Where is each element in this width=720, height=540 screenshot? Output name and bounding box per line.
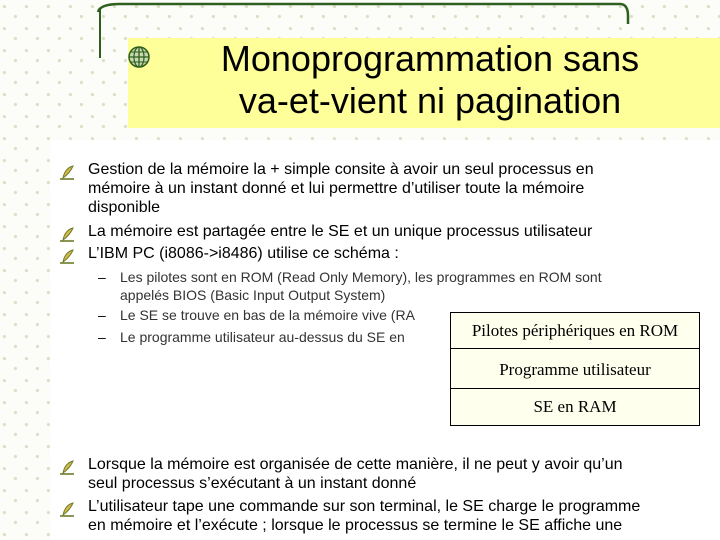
title-line-2: va-et-vient ni pagination bbox=[238, 80, 622, 121]
bullet-4 bbox=[88, 455, 708, 493]
sub-bullet-2-dash: – bbox=[98, 307, 106, 323]
bullet-1-line-1: Gestion de la mémoire la + simple consite à avoir un seul processus en bbox=[88, 161, 594, 178]
sub-bullet-1-dash: – bbox=[98, 269, 106, 285]
bullet-3 bbox=[88, 244, 708, 263]
sub-bullet-3 bbox=[120, 328, 405, 346]
sub-bullet-2 bbox=[120, 306, 415, 324]
bullet-4-line-2: seul processus s’exécutant à un instant donné bbox=[88, 475, 417, 492]
leaf-bullet-icon bbox=[58, 225, 76, 243]
bullet-2 bbox=[88, 222, 708, 241]
bullet-3-line-1: L’IBM PC (i8086->i8486) utilise ce schéma : bbox=[88, 245, 399, 262]
leaf-bullet-icon bbox=[58, 500, 76, 518]
sub-bullet-1-line-1: Les pilotes sont en ROM (Read Only Memory), les programmes en ROM sont bbox=[120, 269, 602, 285]
leaf-bullet-icon bbox=[58, 247, 76, 265]
bullet-4-line-1: Lorsque la mémoire est organisée de cette manière, il ne peut y avoir qu’un bbox=[88, 456, 623, 473]
memory-layout-diagram bbox=[450, 312, 700, 426]
bullet-5 bbox=[88, 497, 713, 535]
globe-bullet-icon bbox=[126, 44, 152, 70]
leaf-bullet-icon bbox=[58, 458, 76, 476]
sub-bullet-3-dash: – bbox=[98, 329, 106, 345]
bullet-1-line-3: disponible bbox=[88, 199, 161, 216]
sub-bullet-1 bbox=[120, 268, 602, 304]
bullet-5-line-1: L’utilisateur tape une commande sur son terminal, le SE charge le programme bbox=[88, 498, 641, 515]
memory-row-user-program: Programme utilisateur bbox=[451, 351, 699, 389]
title-line-1: Monoprogrammation sans bbox=[220, 38, 640, 79]
bullet-5-line-2: en mémoire et l’exécute ; lorsque le processus se termine le SE affiche une bbox=[88, 517, 623, 534]
bullet-1 bbox=[88, 160, 708, 217]
memory-row-os-ram: SE en RAM bbox=[533, 397, 617, 416]
leaf-bullet-icon bbox=[58, 163, 76, 181]
bullet-1-line-2: mémoire à un instant donné et lui permettre d’utiliser toute la mémoire bbox=[88, 180, 585, 197]
slide-title bbox=[160, 38, 700, 122]
sub-bullet-1-line-2: appelés BIOS (Basic Input Output System) bbox=[120, 287, 386, 303]
memory-row-rom: Pilotes périphériques en ROM bbox=[451, 313, 699, 349]
bullet-2-line-1: La mémoire est partagée entre le SE et un unique processus utilisateur bbox=[88, 223, 593, 240]
sub-bullet-3-line-1: Le programme utilisateur au-dessus du SE en bbox=[120, 329, 405, 345]
sub-bullet-2-line-1: Le SE se trouve en bas de la mémoire vive (RA bbox=[120, 307, 415, 323]
